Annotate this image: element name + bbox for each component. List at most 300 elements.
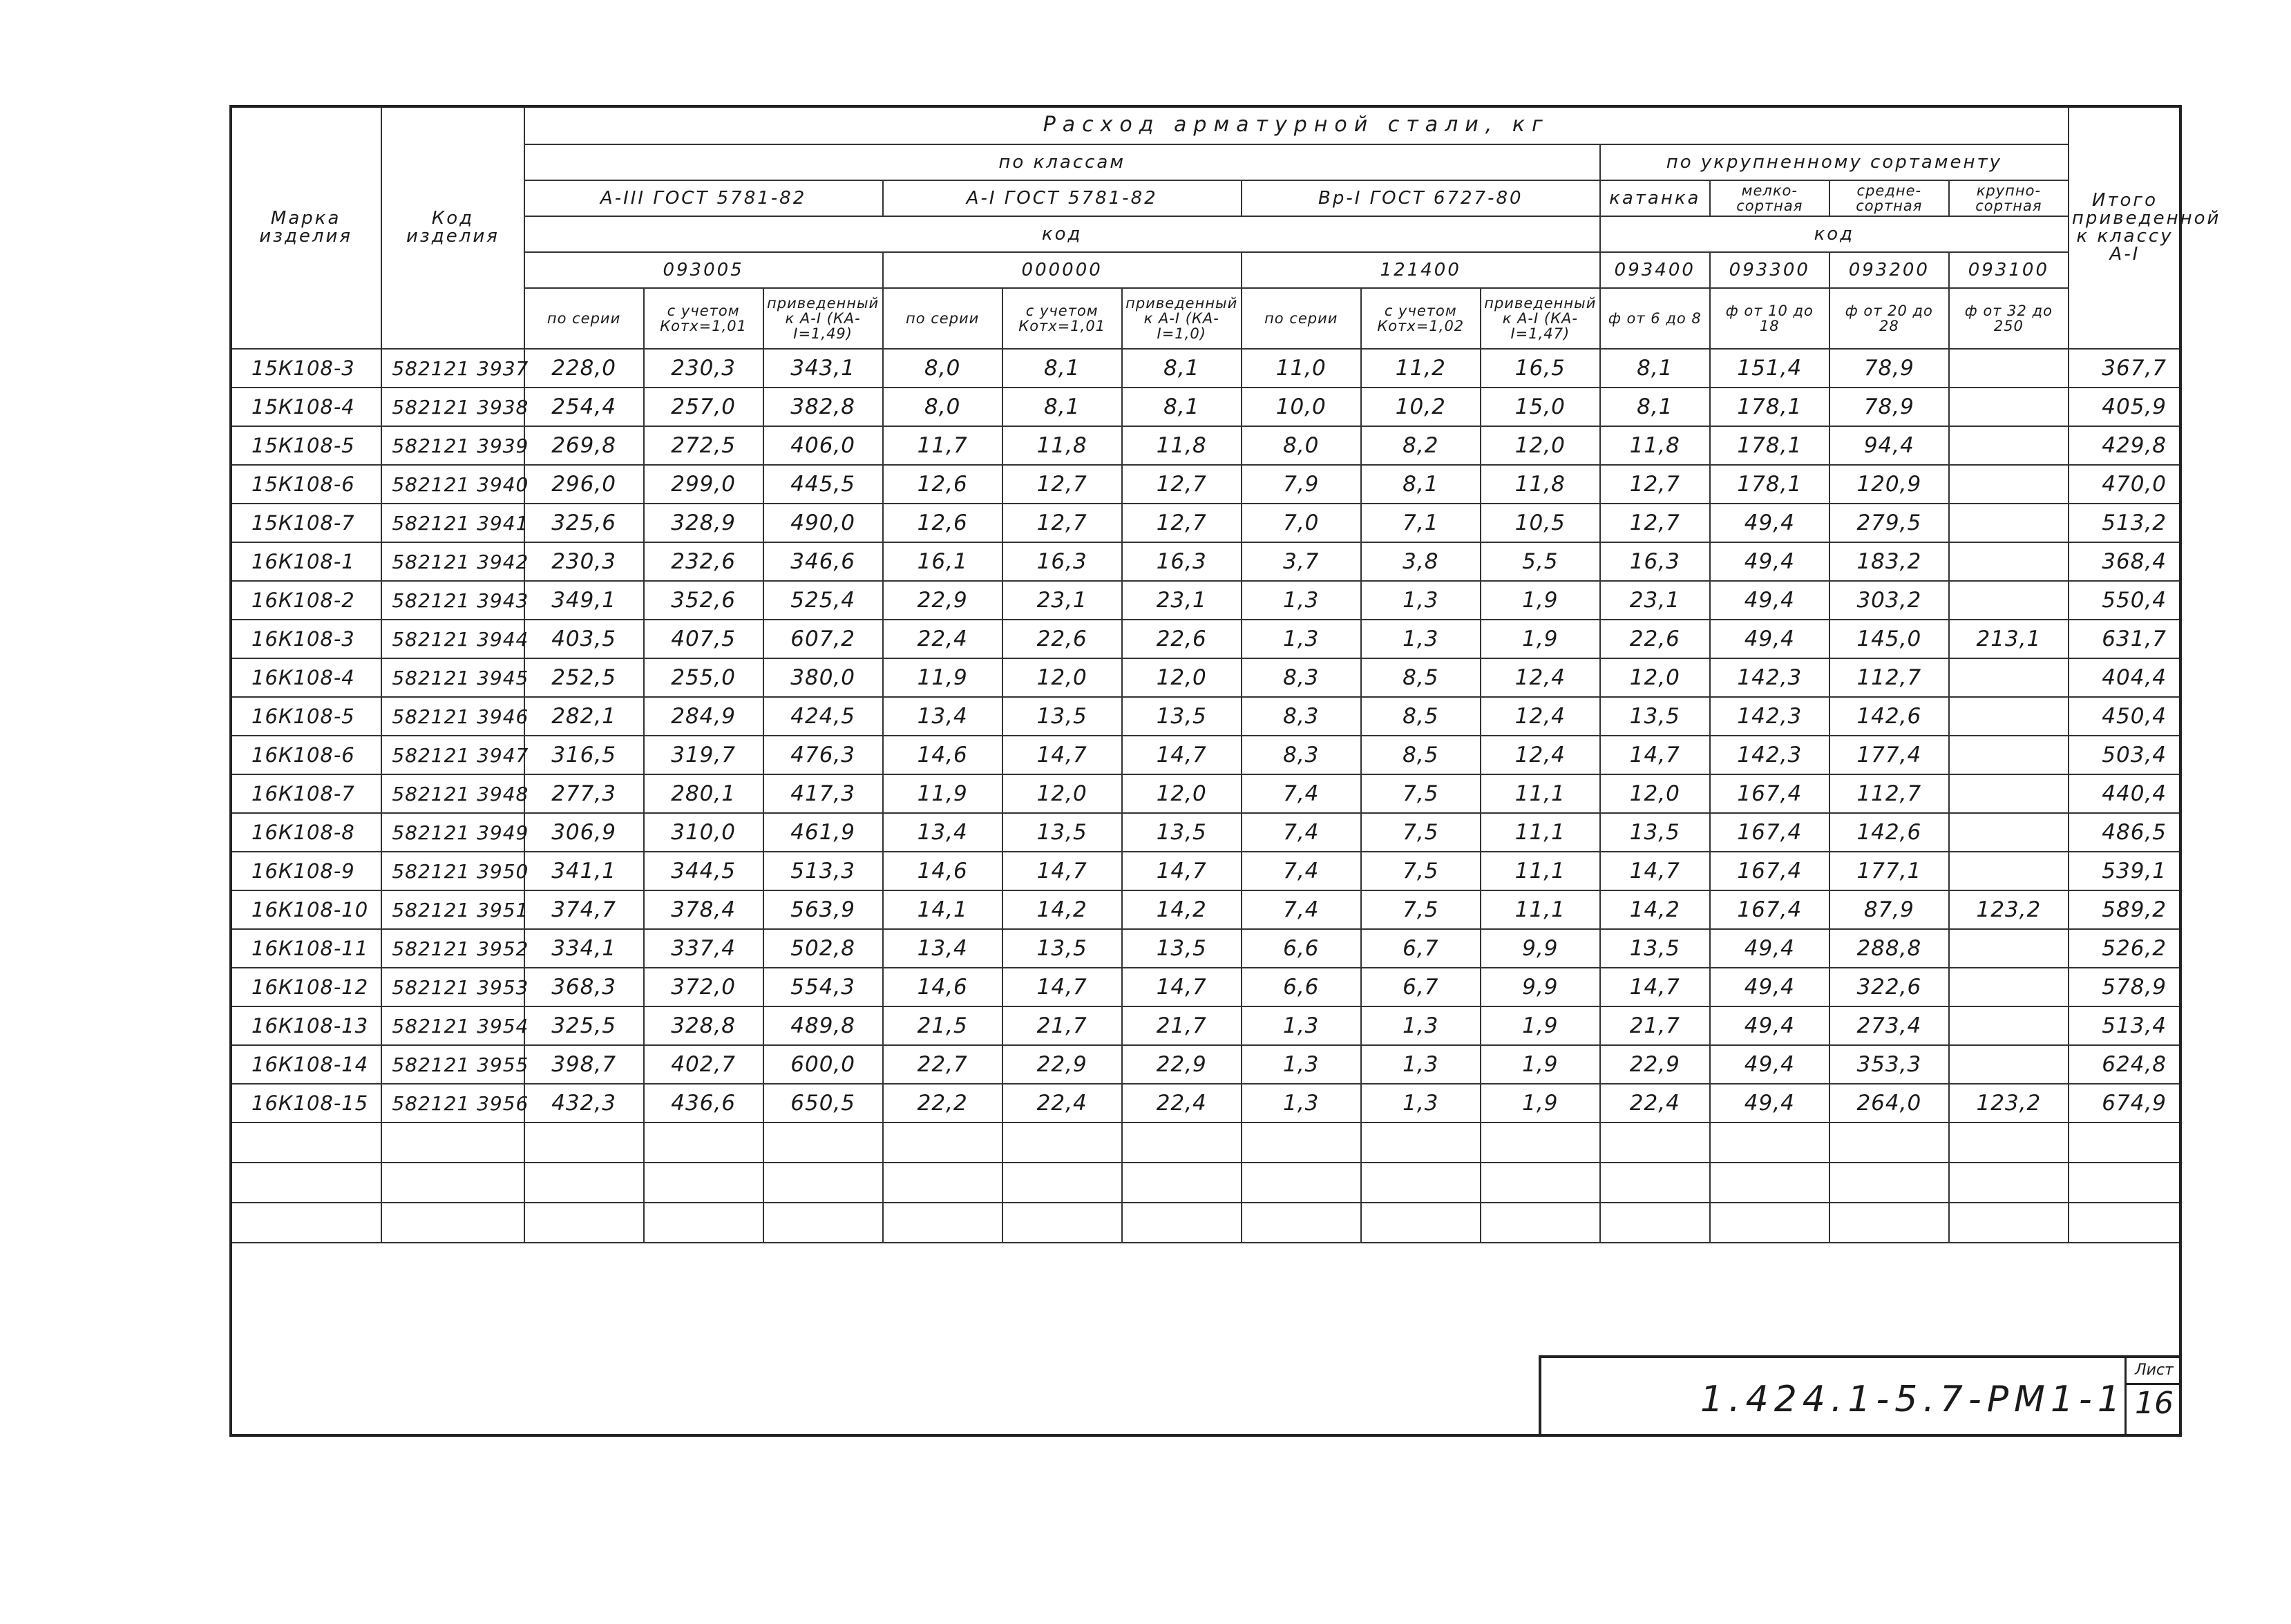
cell-value: 607,2 bbox=[763, 620, 883, 658]
cell-value: 14,7 bbox=[1600, 852, 1710, 890]
cell-value: 406,0 bbox=[763, 426, 883, 465]
cell-value: 12,6 bbox=[883, 465, 1002, 504]
cell-value: 12,7 bbox=[1122, 465, 1242, 504]
cell-value: 1,3 bbox=[1361, 620, 1481, 658]
cell-value: 178,1 bbox=[1710, 465, 1829, 504]
cell-value: 13,5 bbox=[1600, 813, 1710, 852]
cell-value: 353,3 bbox=[1829, 1045, 1949, 1084]
cell-value: 1,3 bbox=[1242, 1084, 1361, 1123]
cell-value: 49,4 bbox=[1710, 1045, 1829, 1084]
cell-value: 1,9 bbox=[1481, 1006, 1600, 1045]
cell-code: 582121 3950 bbox=[381, 852, 524, 890]
cell-value: 349,1 bbox=[524, 581, 644, 620]
cell-value: 13,5 bbox=[1002, 929, 1122, 968]
cell-code: 582121 3938 bbox=[381, 388, 524, 426]
cell-value: 8,2 bbox=[1361, 426, 1481, 465]
cell-mark: 16К108-13 bbox=[230, 1006, 381, 1045]
cell-value: 3,7 bbox=[1242, 542, 1361, 581]
cell-value: 142,3 bbox=[1710, 736, 1829, 774]
cell-value: 513,3 bbox=[763, 852, 883, 890]
cell-value: 13,5 bbox=[1600, 929, 1710, 968]
cell-value: 230,3 bbox=[644, 349, 763, 388]
cell-value: 12,0 bbox=[1002, 774, 1122, 813]
cell-total: 578,9 bbox=[2069, 968, 2181, 1006]
cell-value: 8,0 bbox=[883, 388, 1002, 426]
cell-value: 49,4 bbox=[1710, 620, 1829, 658]
cell-value: 1,3 bbox=[1242, 1006, 1361, 1045]
cell-value: 49,4 bbox=[1710, 542, 1829, 581]
cell-mark: 16К108-4 bbox=[230, 658, 381, 697]
cell-value: 13,4 bbox=[883, 813, 1002, 852]
cell-value: 8,1 bbox=[1122, 349, 1242, 388]
cell-value: 8,1 bbox=[1002, 388, 1122, 426]
cell-value: 322,6 bbox=[1829, 968, 1949, 1006]
header-class-a3: А-III ГОСТ 5781-82 bbox=[524, 180, 883, 216]
cell-value: 11,8 bbox=[1600, 426, 1710, 465]
cell-value: 8,3 bbox=[1242, 658, 1361, 697]
cell-value: 49,4 bbox=[1710, 1084, 1829, 1123]
cell-value: 21,5 bbox=[883, 1006, 1002, 1045]
cell-value: 230,3 bbox=[524, 542, 644, 581]
cell-value: 7,0 bbox=[1242, 504, 1361, 542]
cell-value: 8,0 bbox=[883, 349, 1002, 388]
sheet-frame bbox=[229, 105, 2182, 1437]
cell-value: 23,1 bbox=[1122, 581, 1242, 620]
cell-value: 1,9 bbox=[1481, 581, 1600, 620]
cell-value: 10,0 bbox=[1242, 388, 1361, 426]
cell-value: 341,1 bbox=[524, 852, 644, 890]
cell-value: 167,4 bbox=[1710, 852, 1829, 890]
cell-value: 7,4 bbox=[1242, 890, 1361, 929]
header-krupno: крупно-сортная bbox=[1949, 180, 2069, 216]
cell-value: 252,5 bbox=[524, 658, 644, 697]
cell-value: 49,4 bbox=[1710, 1006, 1829, 1045]
cell-value: 1,9 bbox=[1481, 1084, 1600, 1123]
cell-value: 3,8 bbox=[1361, 542, 1481, 581]
cell-value: 16,3 bbox=[1122, 542, 1242, 581]
cell-value: 12,7 bbox=[1002, 504, 1122, 542]
cell-mark: 16К108-5 bbox=[230, 697, 381, 736]
cell-value: 12,4 bbox=[1481, 697, 1600, 736]
subhead-s-uchetom-a1: с учетом Котх=1,01 bbox=[1002, 288, 1122, 349]
cell-value: 22,4 bbox=[1600, 1084, 1710, 1123]
subhead-priv-bp1: приведенный к А-I (КА-I=1,47) bbox=[1481, 288, 1600, 349]
cell-value: 14,7 bbox=[1122, 736, 1242, 774]
cell-value: 328,9 bbox=[644, 504, 763, 542]
cell-value: 22,2 bbox=[883, 1084, 1002, 1123]
header-code: Код изделия bbox=[381, 106, 524, 349]
cell-value: 11,8 bbox=[1481, 465, 1600, 504]
cell-value: 11,9 bbox=[883, 774, 1002, 813]
code-a3: 093005 bbox=[524, 252, 883, 288]
cell-mark: 15К108-3 bbox=[230, 349, 381, 388]
cell-value: 325,6 bbox=[524, 504, 644, 542]
cell-value: 14,7 bbox=[1600, 968, 1710, 1006]
cell-value: 177,1 bbox=[1829, 852, 1949, 890]
cell-value: 112,7 bbox=[1829, 774, 1949, 813]
cell-value: 12,0 bbox=[1600, 658, 1710, 697]
cell-value: 78,9 bbox=[1829, 388, 1949, 426]
cell-value: 213,1 bbox=[1949, 620, 2069, 658]
cell-value: 49,4 bbox=[1710, 929, 1829, 968]
cell-code: 582121 3953 bbox=[381, 968, 524, 1006]
cell-mark: 15К108-7 bbox=[230, 504, 381, 542]
cell-value: 7,5 bbox=[1361, 890, 1481, 929]
cell-value: 8,3 bbox=[1242, 697, 1361, 736]
cell-value: 306,9 bbox=[524, 813, 644, 852]
cell-value: 49,4 bbox=[1710, 968, 1829, 1006]
cell-value: 11,1 bbox=[1481, 852, 1600, 890]
drawing-sheet bbox=[229, 105, 2221, 1437]
subhead-po-serii-a3: по серии bbox=[524, 288, 644, 349]
subhead-po-serii-a1: по серии bbox=[883, 288, 1002, 349]
cell-value: 14,2 bbox=[1600, 890, 1710, 929]
cell-value: 112,7 bbox=[1829, 658, 1949, 697]
cell-value: 167,4 bbox=[1710, 813, 1829, 852]
cell-value: 142,6 bbox=[1829, 813, 1949, 852]
cell-total: 513,2 bbox=[2069, 504, 2181, 542]
header-by-assortment: по укрупненному сортаменту bbox=[1600, 144, 2069, 180]
cell-code: 582121 3951 bbox=[381, 890, 524, 929]
cell-mark: 16К108-1 bbox=[230, 542, 381, 581]
cell-value: 14,7 bbox=[1002, 852, 1122, 890]
cell-value: 12,7 bbox=[1600, 504, 1710, 542]
cell-total: 450,4 bbox=[2069, 697, 2181, 736]
subhead-d-melko: ф от 10 до 18 bbox=[1710, 288, 1829, 349]
cell-value: 402,7 bbox=[644, 1045, 763, 1084]
cell-value: 120,9 bbox=[1829, 465, 1949, 504]
cell-total: 470,0 bbox=[2069, 465, 2181, 504]
cell-value: 11,0 bbox=[1242, 349, 1361, 388]
cell-value: 12,7 bbox=[1122, 504, 1242, 542]
cell-value: 284,9 bbox=[644, 697, 763, 736]
cell-value: 16,5 bbox=[1481, 349, 1600, 388]
code-sredne: 093200 bbox=[1829, 252, 1949, 288]
sheet-number: 16 bbox=[2135, 1386, 2174, 1421]
cell-mark: 15К108-4 bbox=[230, 388, 381, 426]
cell-mark: 16К108-11 bbox=[230, 929, 381, 968]
header-katanka: катанка bbox=[1600, 180, 1710, 216]
cell-value: 303,2 bbox=[1829, 581, 1949, 620]
cell-value: 22,4 bbox=[1002, 1084, 1122, 1123]
cell-value: 22,4 bbox=[883, 620, 1002, 658]
cell-value: 13,5 bbox=[1002, 813, 1122, 852]
cell-value: 272,5 bbox=[644, 426, 763, 465]
cell-value: 13,5 bbox=[1122, 813, 1242, 852]
cell-value: 7,5 bbox=[1361, 774, 1481, 813]
header-kod-assortment: код bbox=[1600, 216, 2069, 252]
cell-value: 380,0 bbox=[763, 658, 883, 697]
cell-value: 319,7 bbox=[644, 736, 763, 774]
cell-code: 582121 3939 bbox=[381, 426, 524, 465]
cell-mark: 16К108-10 bbox=[230, 890, 381, 929]
cell-value: 167,4 bbox=[1710, 890, 1829, 929]
cell-value: 12,4 bbox=[1481, 658, 1600, 697]
cell-value: 12,0 bbox=[1122, 658, 1242, 697]
cell-value: 1,9 bbox=[1481, 1045, 1600, 1084]
cell-value: 8,5 bbox=[1361, 697, 1481, 736]
cell-value: 343,1 bbox=[763, 349, 883, 388]
cell-value: 269,8 bbox=[524, 426, 644, 465]
sheet-label: Лист bbox=[2127, 1358, 2182, 1385]
cell-value: 382,8 bbox=[763, 388, 883, 426]
header-sredne: средне-сортная bbox=[1829, 180, 1949, 216]
code-a1: 000000 bbox=[883, 252, 1242, 288]
cell-value: 167,4 bbox=[1710, 774, 1829, 813]
cell-value: 15,0 bbox=[1481, 388, 1600, 426]
cell-code: 582121 3946 bbox=[381, 697, 524, 736]
cell-mark: 16К108-3 bbox=[230, 620, 381, 658]
cell-value: 417,3 bbox=[763, 774, 883, 813]
cell-value: 378,4 bbox=[644, 890, 763, 929]
cell-value: 21,7 bbox=[1122, 1006, 1242, 1045]
cell-value: 476,3 bbox=[763, 736, 883, 774]
cell-mark: 16К108-9 bbox=[230, 852, 381, 890]
cell-value: 8,1 bbox=[1361, 465, 1481, 504]
cell-value: 282,1 bbox=[524, 697, 644, 736]
cell-value: 1,3 bbox=[1242, 581, 1361, 620]
cell-value: 279,5 bbox=[1829, 504, 1949, 542]
cell-value: 502,8 bbox=[763, 929, 883, 968]
cell-value: 123,2 bbox=[1949, 890, 2069, 929]
cell-code: 582121 3948 bbox=[381, 774, 524, 813]
cell-value: 178,1 bbox=[1710, 388, 1829, 426]
cell-code: 582121 3947 bbox=[381, 736, 524, 774]
cell-value: 254,4 bbox=[524, 388, 644, 426]
cell-code: 582121 3940 bbox=[381, 465, 524, 504]
cell-value: 563,9 bbox=[763, 890, 883, 929]
cell-total: 368,4 bbox=[2069, 542, 2181, 581]
cell-value: 325,5 bbox=[524, 1006, 644, 1045]
cell-code: 582121 3941 bbox=[381, 504, 524, 542]
cell-value: 650,5 bbox=[763, 1084, 883, 1123]
cell-value: 23,1 bbox=[1002, 581, 1122, 620]
cell-value: 11,7 bbox=[883, 426, 1002, 465]
cell-value: 14,7 bbox=[1002, 968, 1122, 1006]
code-melko: 093300 bbox=[1710, 252, 1829, 288]
cell-total: 513,4 bbox=[2069, 1006, 2181, 1045]
cell-value: 14,2 bbox=[1122, 890, 1242, 929]
cell-value: 232,6 bbox=[644, 542, 763, 581]
cell-value: 12,0 bbox=[1122, 774, 1242, 813]
cell-value: 1,3 bbox=[1361, 1006, 1481, 1045]
cell-value: 21,7 bbox=[1600, 1006, 1710, 1045]
cell-value: 13,4 bbox=[883, 697, 1002, 736]
cell-value: 14,6 bbox=[883, 852, 1002, 890]
cell-value: 14,7 bbox=[1002, 736, 1122, 774]
subhead-d-katanka: ф от 6 до 8 bbox=[1600, 288, 1710, 349]
cell-value: 7,9 bbox=[1242, 465, 1361, 504]
cell-value: 21,7 bbox=[1002, 1006, 1122, 1045]
cell-total: 624,8 bbox=[2069, 1045, 2181, 1084]
cell-value: 432,3 bbox=[524, 1084, 644, 1123]
header-by-classes: по классам bbox=[524, 144, 1600, 180]
cell-value: 8,5 bbox=[1361, 658, 1481, 697]
cell-value: 5,5 bbox=[1481, 542, 1600, 581]
code-katanka: 093400 bbox=[1600, 252, 1710, 288]
cell-code: 582121 3937 bbox=[381, 349, 524, 388]
cell-value: 12,0 bbox=[1600, 774, 1710, 813]
subhead-priv-a1: приведенный к А-I (КА-I=1,0) bbox=[1122, 288, 1242, 349]
header-class-a1: А-I ГОСТ 5781-82 bbox=[883, 180, 1242, 216]
cell-value: 1,3 bbox=[1361, 581, 1481, 620]
code-krupno: 093100 bbox=[1949, 252, 2069, 288]
cell-value: 178,1 bbox=[1710, 426, 1829, 465]
cell-value: 16,1 bbox=[883, 542, 1002, 581]
cell-value: 13,5 bbox=[1122, 929, 1242, 968]
cell-value: 6,7 bbox=[1361, 929, 1481, 968]
cell-total: 405,9 bbox=[2069, 388, 2181, 426]
cell-value: 407,5 bbox=[644, 620, 763, 658]
cell-value: 403,5 bbox=[524, 620, 644, 658]
cell-value: 7,5 bbox=[1361, 813, 1481, 852]
cell-value: 14,2 bbox=[1002, 890, 1122, 929]
cell-value: 255,0 bbox=[644, 658, 763, 697]
cell-value: 12,7 bbox=[1600, 465, 1710, 504]
cell-value: 16,3 bbox=[1600, 542, 1710, 581]
cell-value: 288,8 bbox=[1829, 929, 1949, 968]
cell-value: 78,9 bbox=[1829, 349, 1949, 388]
subhead-priv-a3: приведенный к А-I (КА-I=1,49) bbox=[763, 288, 883, 349]
cell-value: 9,9 bbox=[1481, 929, 1600, 968]
cell-value: 22,9 bbox=[1122, 1045, 1242, 1084]
cell-value: 8,5 bbox=[1361, 736, 1481, 774]
cell-value: 142,3 bbox=[1710, 658, 1829, 697]
cell-value: 142,3 bbox=[1710, 697, 1829, 736]
header-total: Итого приведенной к классу А-I bbox=[2069, 106, 2181, 349]
cell-mark: 16К108-7 bbox=[230, 774, 381, 813]
cell-value: 11,9 bbox=[883, 658, 1002, 697]
cell-mark: 16К108-12 bbox=[230, 968, 381, 1006]
cell-value: 142,6 bbox=[1829, 697, 1949, 736]
cell-value: 8,1 bbox=[1600, 349, 1710, 388]
cell-value: 7,4 bbox=[1242, 852, 1361, 890]
cell-value: 22,6 bbox=[1122, 620, 1242, 658]
cell-total: 526,2 bbox=[2069, 929, 2181, 968]
cell-total: 440,4 bbox=[2069, 774, 2181, 813]
cell-value: 1,3 bbox=[1361, 1045, 1481, 1084]
cell-value: 1,9 bbox=[1481, 620, 1600, 658]
cell-value: 310,0 bbox=[644, 813, 763, 852]
cell-value: 6,6 bbox=[1242, 929, 1361, 968]
cell-value: 257,0 bbox=[644, 388, 763, 426]
cell-value: 280,1 bbox=[644, 774, 763, 813]
cell-value: 445,5 bbox=[763, 465, 883, 504]
cell-value: 554,3 bbox=[763, 968, 883, 1006]
cell-value: 12,0 bbox=[1481, 426, 1600, 465]
cell-value: 374,7 bbox=[524, 890, 644, 929]
cell-value: 7,1 bbox=[1361, 504, 1481, 542]
cell-total: 486,5 bbox=[2069, 813, 2181, 852]
cell-value: 14,6 bbox=[883, 968, 1002, 1006]
cell-value: 14,7 bbox=[1122, 852, 1242, 890]
cell-value: 8,3 bbox=[1242, 736, 1361, 774]
cell-value: 277,3 bbox=[524, 774, 644, 813]
cell-value: 489,8 bbox=[763, 1006, 883, 1045]
cell-value: 11,8 bbox=[1002, 426, 1122, 465]
cell-total: 404,4 bbox=[2069, 658, 2181, 697]
cell-code: 582121 3956 bbox=[381, 1084, 524, 1123]
cell-value: 12,6 bbox=[883, 504, 1002, 542]
cell-value: 14,7 bbox=[1600, 736, 1710, 774]
cell-total: 503,4 bbox=[2069, 736, 2181, 774]
cell-value: 49,4 bbox=[1710, 581, 1829, 620]
cell-value: 334,1 bbox=[524, 929, 644, 968]
cell-value: 7,4 bbox=[1242, 774, 1361, 813]
cell-value: 264,0 bbox=[1829, 1084, 1949, 1123]
cell-total: 550,4 bbox=[2069, 581, 2181, 620]
cell-value: 12,4 bbox=[1481, 736, 1600, 774]
cell-total: 631,7 bbox=[2069, 620, 2181, 658]
cell-code: 582121 3944 bbox=[381, 620, 524, 658]
cell-value: 398,7 bbox=[524, 1045, 644, 1084]
cell-value: 8,1 bbox=[1002, 349, 1122, 388]
cell-code: 582121 3955 bbox=[381, 1045, 524, 1084]
cell-code: 582121 3945 bbox=[381, 658, 524, 697]
cell-value: 13,5 bbox=[1600, 697, 1710, 736]
header-mark: Марка изделия bbox=[230, 106, 381, 349]
header-melko: мелко-сортная bbox=[1710, 180, 1829, 216]
cell-code: 582121 3949 bbox=[381, 813, 524, 852]
cell-value: 11,2 bbox=[1361, 349, 1481, 388]
cell-value: 22,9 bbox=[1600, 1045, 1710, 1084]
cell-value: 424,5 bbox=[763, 697, 883, 736]
cell-value: 1,3 bbox=[1242, 620, 1361, 658]
cell-code: 582121 3954 bbox=[381, 1006, 524, 1045]
header-class-bp1: Вр-I ГОСТ 6727-80 bbox=[1242, 180, 1600, 216]
cell-value: 183,2 bbox=[1829, 542, 1949, 581]
cell-value: 94,4 bbox=[1829, 426, 1949, 465]
cell-value: 352,6 bbox=[644, 581, 763, 620]
cell-value: 22,4 bbox=[1122, 1084, 1242, 1123]
cell-value: 22,9 bbox=[1002, 1045, 1122, 1084]
cell-value: 490,0 bbox=[763, 504, 883, 542]
cell-value: 22,6 bbox=[1002, 620, 1122, 658]
header-kod-classes: код bbox=[524, 216, 1600, 252]
cell-mark: 16К108-14 bbox=[230, 1045, 381, 1084]
cell-value: 11,1 bbox=[1481, 774, 1600, 813]
cell-mark: 16К108-8 bbox=[230, 813, 381, 852]
cell-value: 22,6 bbox=[1600, 620, 1710, 658]
header-consumption: Расход арматурной стали, кг bbox=[524, 106, 2069, 144]
cell-value: 328,8 bbox=[644, 1006, 763, 1045]
cell-total: 674,9 bbox=[2069, 1084, 2181, 1123]
cell-mark: 16К108-15 bbox=[230, 1084, 381, 1123]
cell-value: 12,0 bbox=[1002, 658, 1122, 697]
subhead-s-uchetom-bp1: с учетом Котх=1,02 bbox=[1361, 288, 1481, 349]
cell-value: 296,0 bbox=[524, 465, 644, 504]
cell-value: 14,1 bbox=[883, 890, 1002, 929]
cell-value: 7,4 bbox=[1242, 813, 1361, 852]
cell-code: 582121 3942 bbox=[381, 542, 524, 581]
cell-value: 123,2 bbox=[1949, 1084, 2069, 1123]
cell-value: 337,4 bbox=[644, 929, 763, 968]
cell-value: 8,1 bbox=[1600, 388, 1710, 426]
cell-value: 11,8 bbox=[1122, 426, 1242, 465]
cell-value: 87,9 bbox=[1829, 890, 1949, 929]
cell-value: 13,5 bbox=[1122, 697, 1242, 736]
cell-total: 589,2 bbox=[2069, 890, 2181, 929]
cell-value: 346,6 bbox=[763, 542, 883, 581]
cell-value: 12,7 bbox=[1002, 465, 1122, 504]
cell-value: 13,4 bbox=[883, 929, 1002, 968]
cell-value: 13,5 bbox=[1002, 697, 1122, 736]
cell-value: 145,0 bbox=[1829, 620, 1949, 658]
cell-value: 299,0 bbox=[644, 465, 763, 504]
cell-mark: 16К108-6 bbox=[230, 736, 381, 774]
subhead-po-serii-bp1: по серии bbox=[1242, 288, 1361, 349]
cell-mark: 15К108-6 bbox=[230, 465, 381, 504]
